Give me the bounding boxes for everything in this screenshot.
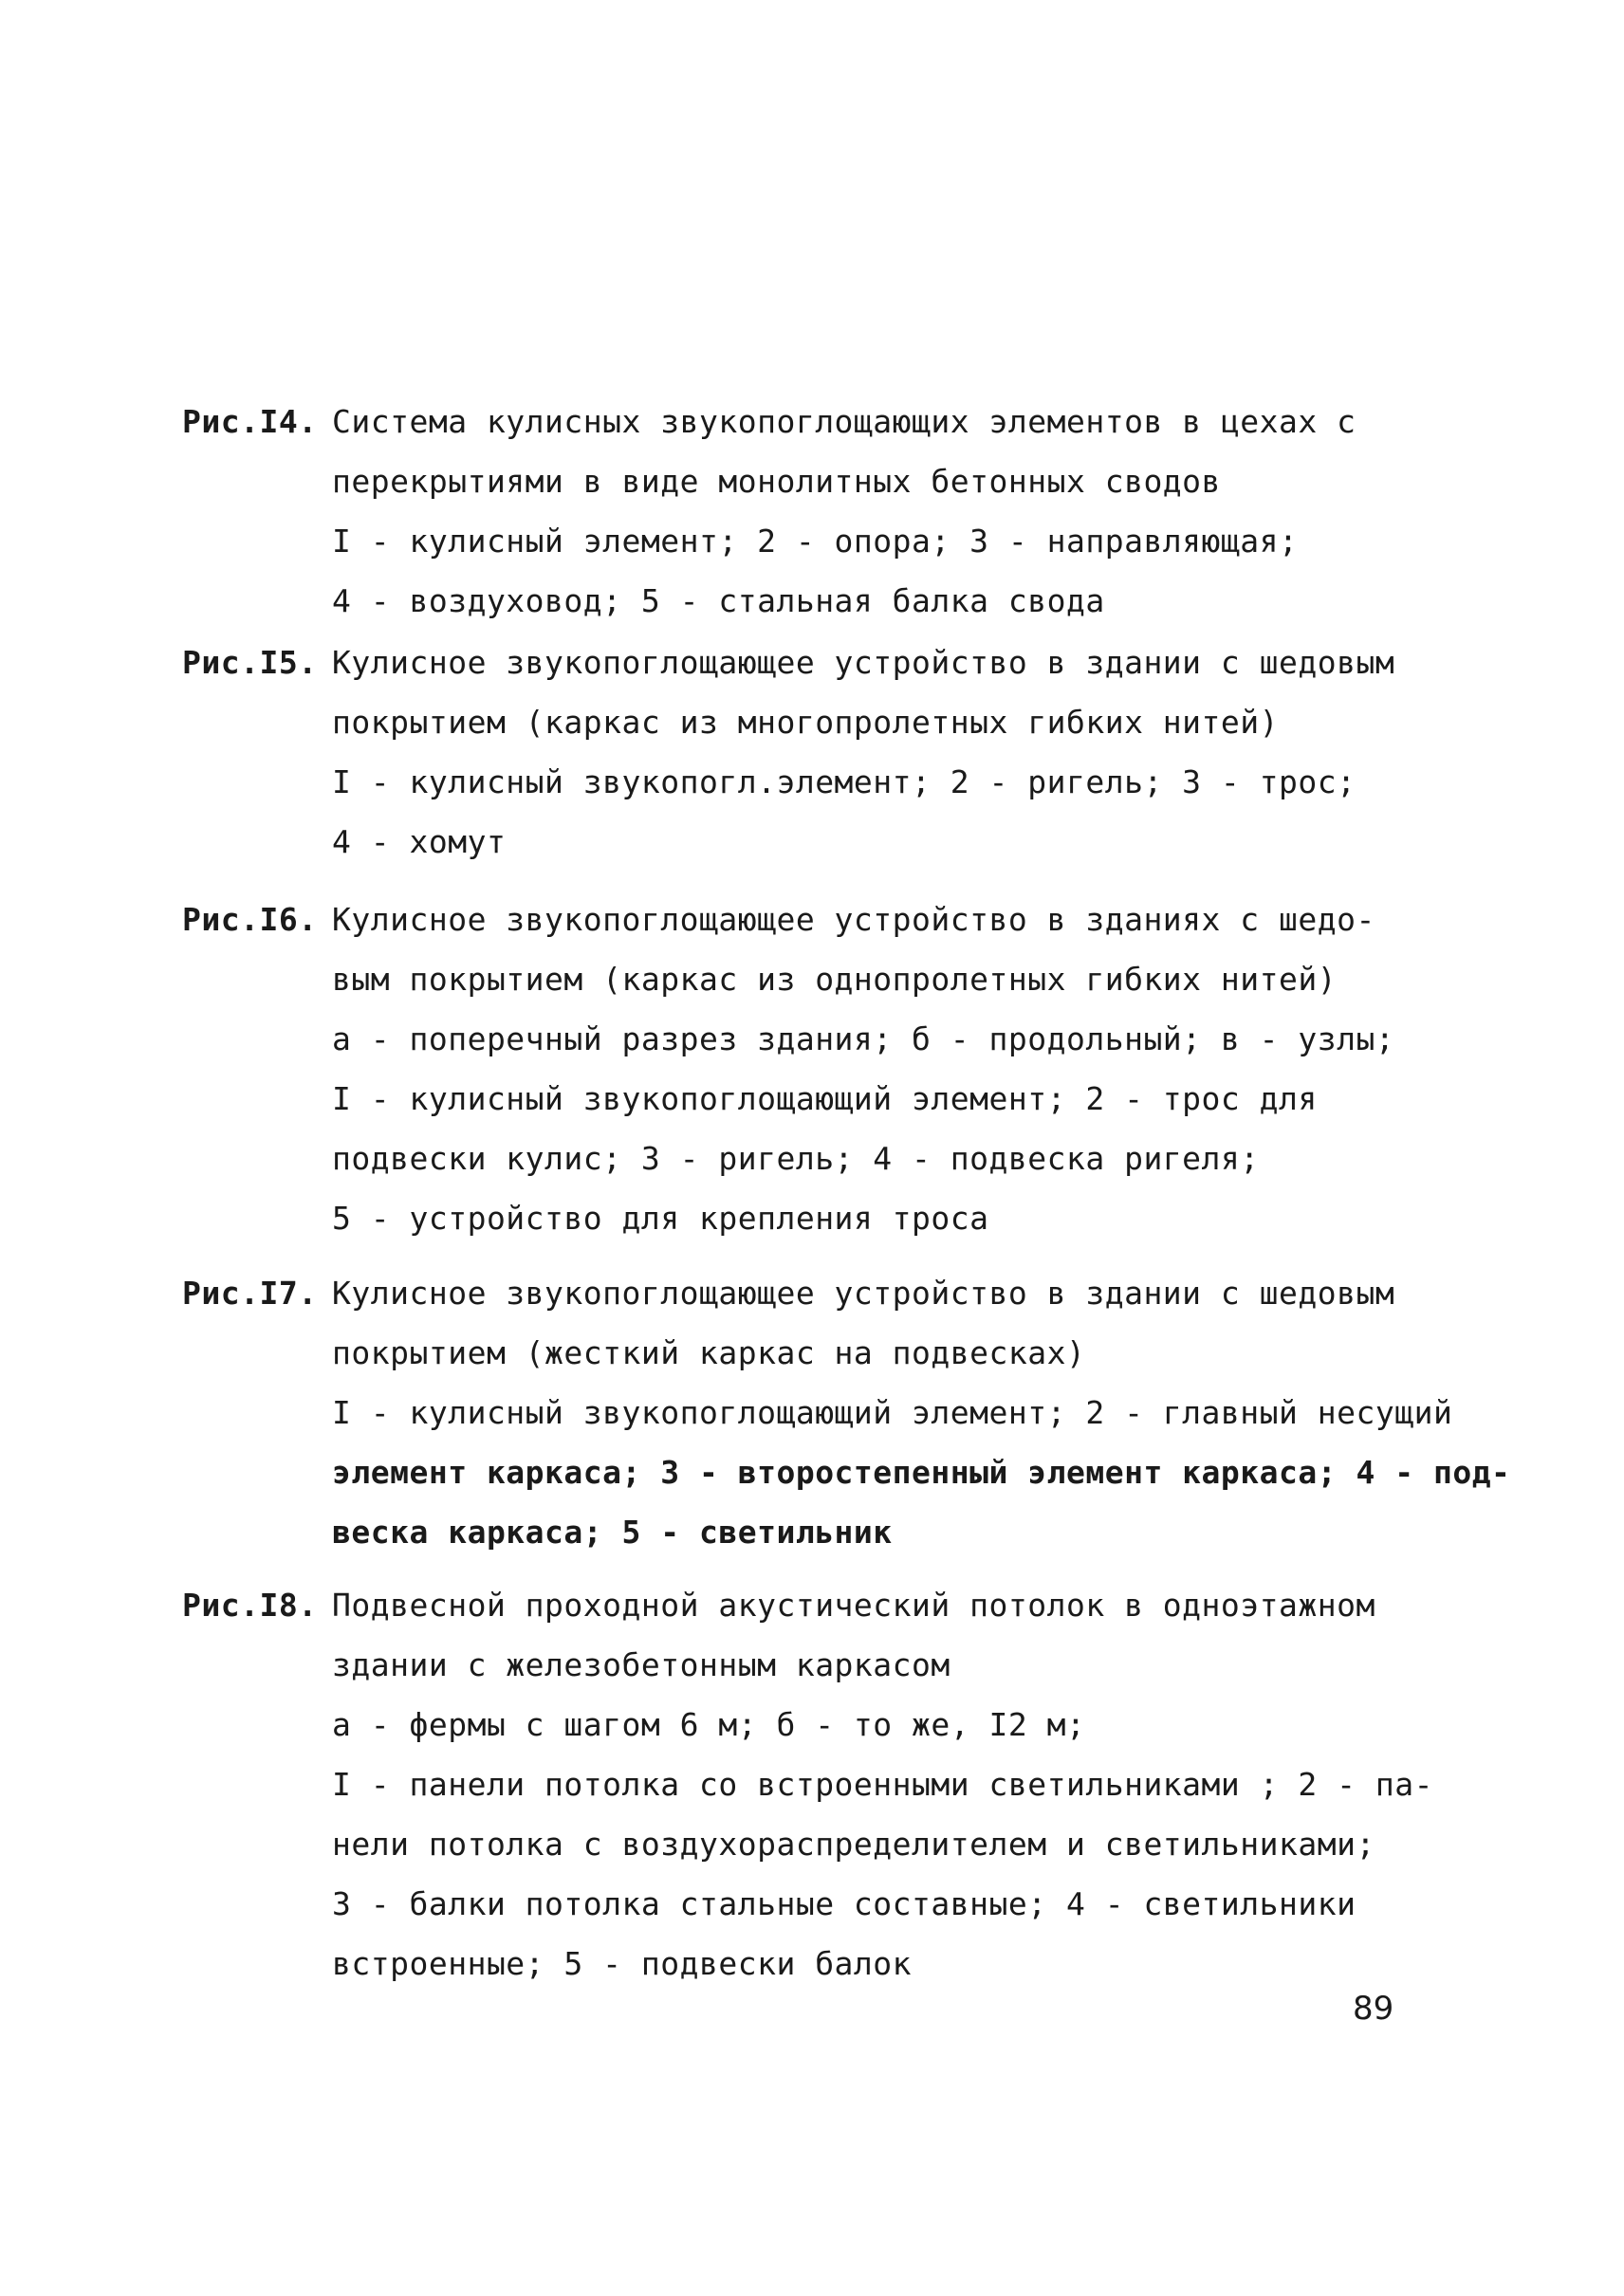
caption-line: элемент каркаса; 3 - второстепенный элемент каркаса; 4 - под-: [332, 1454, 1511, 1491]
caption-line: Кулисное звукопоглощающее устройство в здании с шедовым: [332, 644, 1395, 681]
page-number: 89: [1353, 1990, 1394, 2028]
caption-line: 5 - устройство для крепления троса: [332, 1200, 989, 1237]
caption-body: [332, 1263, 1511, 1562]
caption-line: I - кулисный звукопогл.элемент; 2 - ригель; 3 - трос;: [332, 763, 1356, 800]
caption-label: Рис.I4.: [182, 403, 318, 440]
caption-body: [332, 392, 1508, 631]
caption-body: [332, 890, 1508, 1248]
caption-label: Рис.I7.: [182, 1275, 318, 1312]
caption-body: [332, 633, 1508, 872]
caption-line: нели потолка с воздухораспределителем и светильниками;: [332, 1826, 1375, 1863]
caption-line: 4 - воздуховод; 5 - стальная балка свода: [332, 582, 1105, 619]
caption-line: здании с железобетонным каркасом: [332, 1646, 950, 1683]
caption-body: [332, 1575, 1508, 1993]
caption-label: Рис.I5.: [182, 644, 318, 681]
caption-line: Система кулисных звукопоглощающих элементов в цехах с: [332, 403, 1356, 440]
caption-line: встроенные; 5 - подвески балок: [332, 1945, 913, 1982]
caption-line: I - кулисный звукопоглощающий элемент; 2 - трос для: [332, 1080, 1318, 1117]
caption-line: I - кулисный элемент; 2 - опора; 3 - направляющая;: [332, 523, 1299, 560]
caption-line: Кулисное звукопоглощающее устройство в зданиях с шедо-: [332, 901, 1375, 938]
caption-line: вым покрытием (каркас из однопролетных гибких нитей): [332, 961, 1338, 998]
caption-line: Кулисное звукопоглощающее устройство в здании с шедовым: [332, 1275, 1395, 1312]
caption-line: 3 - балки потолка стальные составные; 4 - светильники: [332, 1885, 1356, 1922]
caption-line: а - поперечный разрез здания; б - продольный; в - узлы;: [332, 1020, 1395, 1057]
caption-line: веска каркаса; 5 - светильник: [332, 1514, 893, 1551]
caption-line: Подвесной проходной акустический потолок в одноэтажном: [332, 1587, 1375, 1624]
caption-line: покрытием (жесткий каркас на подвесках): [332, 1334, 1086, 1371]
caption-line: покрытием (каркас из многопролетных гибких нитей): [332, 704, 1280, 741]
caption-line: 4 - хомут: [332, 823, 507, 860]
caption-line: подвески кулис; 3 - ригель; 4 - подвеска ригеля;: [332, 1140, 1260, 1177]
caption-line: I - кулисный звукопоглощающий элемент; 2 - главный несущий: [332, 1394, 1453, 1431]
caption-line: а - фермы с шагом 6 м; б - то же, I2 м;: [332, 1706, 1086, 1743]
caption-line: I - панели потолка со встроенными светильниками ; 2 - па-: [332, 1766, 1433, 1803]
caption-label: Рис.I8.: [182, 1587, 318, 1624]
caption-line: перекрытиями в виде монолитных бетонных сводов: [332, 463, 1221, 500]
caption-label: Рис.I6.: [182, 901, 318, 938]
